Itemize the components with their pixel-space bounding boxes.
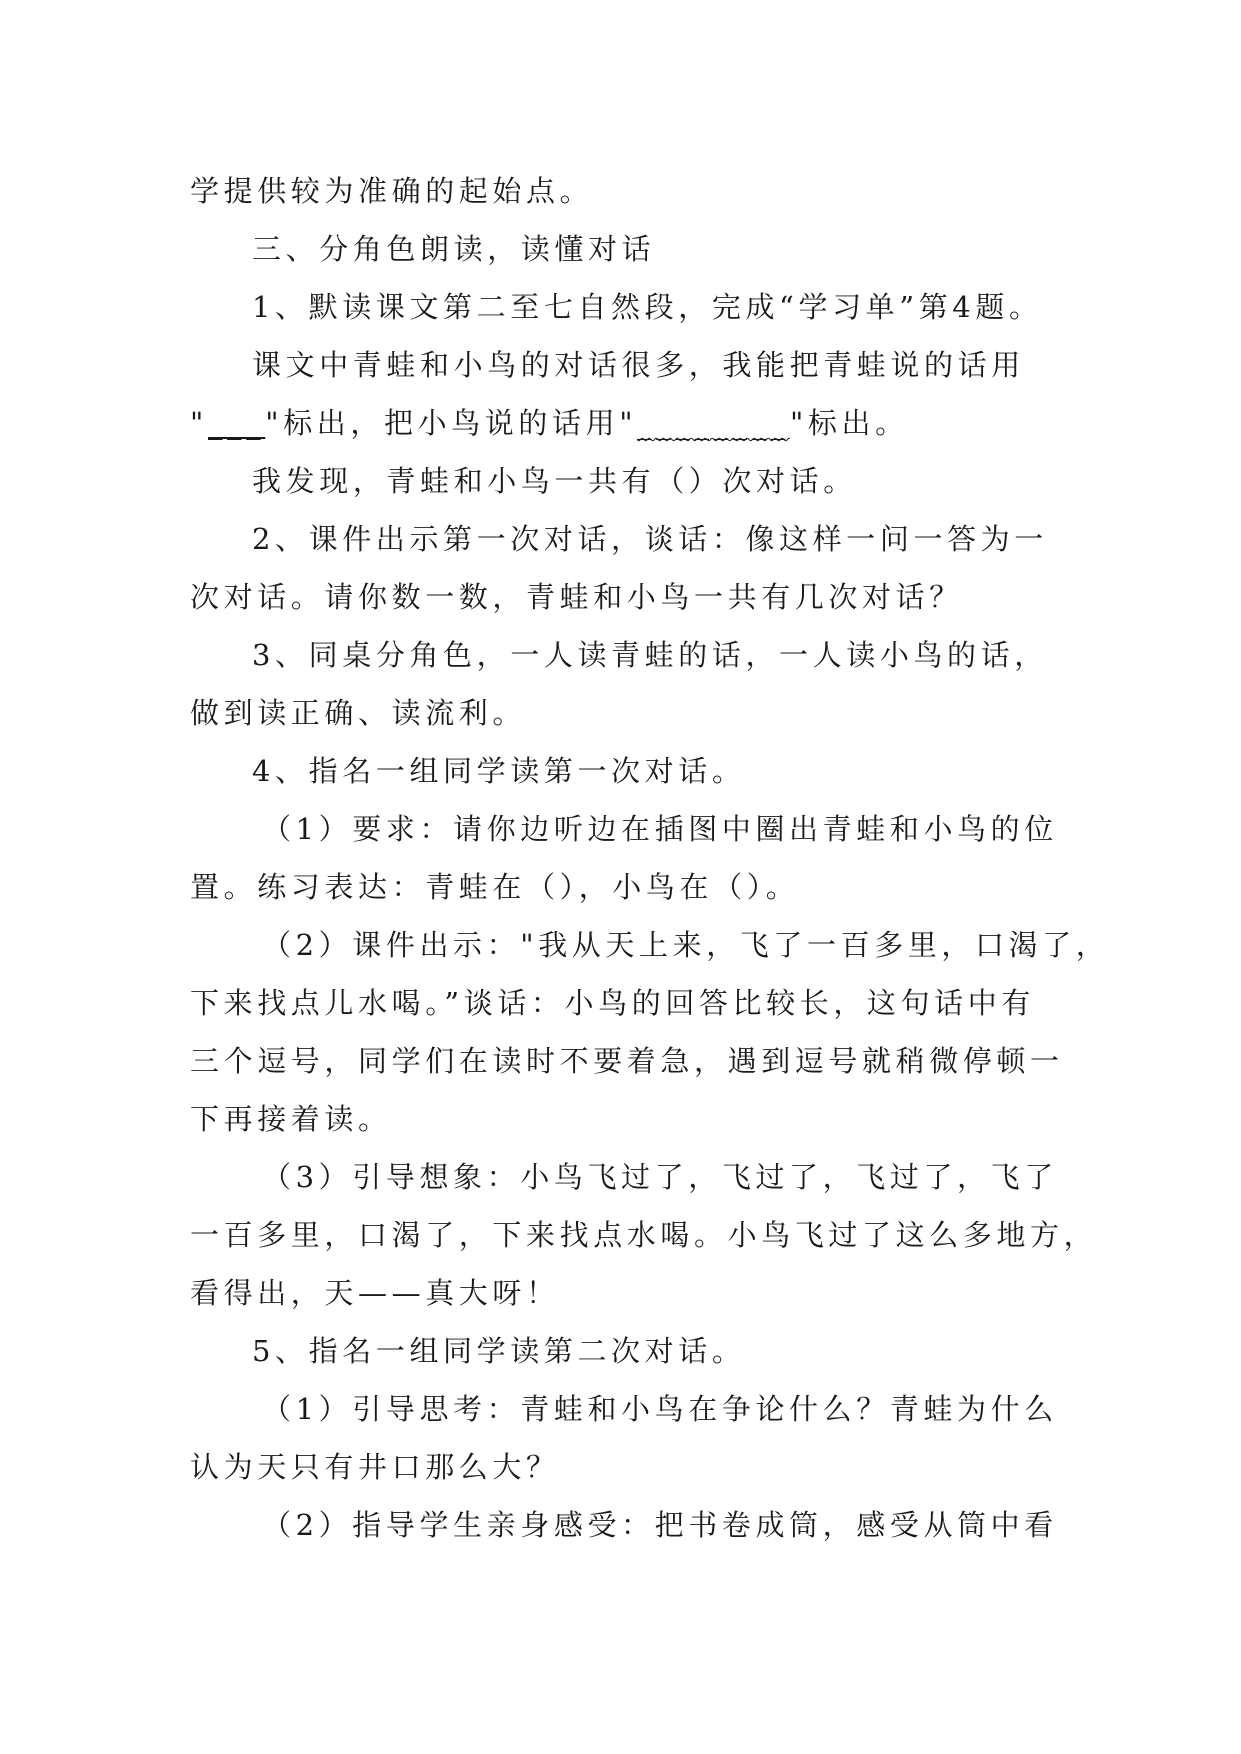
paragraph-line: （3）引导想象：小鸟飞过了，飞过了，飞过了，飞了 — [262, 1160, 1058, 1194]
paragraph-line: 课文中青蛙和小鸟的对话很多，我能把青蛙说的话用 — [252, 348, 1025, 382]
paragraph-line: 看得出，天——真大呀！ — [190, 1276, 560, 1310]
section-heading: 三、分角色朗读，读懂对话 — [252, 232, 656, 266]
paragraph-line: 下来找点儿水喝。”谈话：小鸟的回答比较长，这句话中有 — [190, 986, 1035, 1020]
paragraph-line: 我发现，青蛙和小鸟一共有（）次对话。 — [252, 464, 857, 498]
paragraph-line: 1、默读课文第二至七自然段，完成“学习单”第4题。 — [252, 290, 1043, 324]
paragraph-line: 4、指名一组同学读第一次对话。 — [252, 754, 746, 788]
mark-end-text: "标出。 — [789, 406, 909, 440]
paragraph-line: 下再接着读。 — [190, 1102, 392, 1136]
paragraph-line: （2）指导学生亲身感受：把书卷成筒，感受从筒中看 — [262, 1508, 1058, 1542]
paragraph-line: 三个逗号，同学们在读时不要着急，遇到逗号就稍微停顿一 — [190, 1044, 1064, 1078]
paragraph-line: （1）要求：请你边听边在插图中圈出青蛙和小鸟的位 — [262, 812, 1058, 846]
paragraph-line: 一百多里，口渴了，下来找点水喝。小鸟飞过了这么多地方， — [190, 1218, 1098, 1252]
document-body — [190, 162, 1110, 1554]
mark-mid-text: "标出，把小鸟说的话用" — [265, 406, 638, 440]
paragraph-line: 次对话。请你数一数，青蛙和小鸟一共有几次对话？ — [190, 580, 963, 614]
mark-instruction-line — [190, 394, 1070, 452]
paragraph-line: 学提供较为准确的起始点。 — [190, 174, 594, 208]
quote-open: " — [190, 406, 208, 440]
solid-underline-mark: ___ — [207, 406, 266, 440]
paragraph-line: 3、同桌分角色，一人读青蛙的话，一人读小鸟的话， — [252, 638, 1048, 672]
paragraph-line: 5、指名一组同学读第二次对话。 — [252, 1334, 746, 1368]
paragraph-line: （1）引导思考：青蛙和小鸟在争论什么？青蛙为什么 — [262, 1392, 1058, 1426]
wavy-underline-mark: ________ — [637, 406, 790, 440]
paragraph-line: 2、课件出示第一次对话，谈话：像这样一问一答为一 — [252, 522, 1048, 556]
paragraph-line: 置。练习表达：青蛙在（），小鸟在（）。 — [190, 870, 800, 904]
paragraph-line: 认为天只有井口那么大？ — [190, 1450, 560, 1484]
paragraph-line: 做到读正确、读流利。 — [190, 696, 527, 730]
paragraph-line: （2）课件出示："我从天上来，飞了一百多里，口渴了， — [262, 928, 1110, 962]
